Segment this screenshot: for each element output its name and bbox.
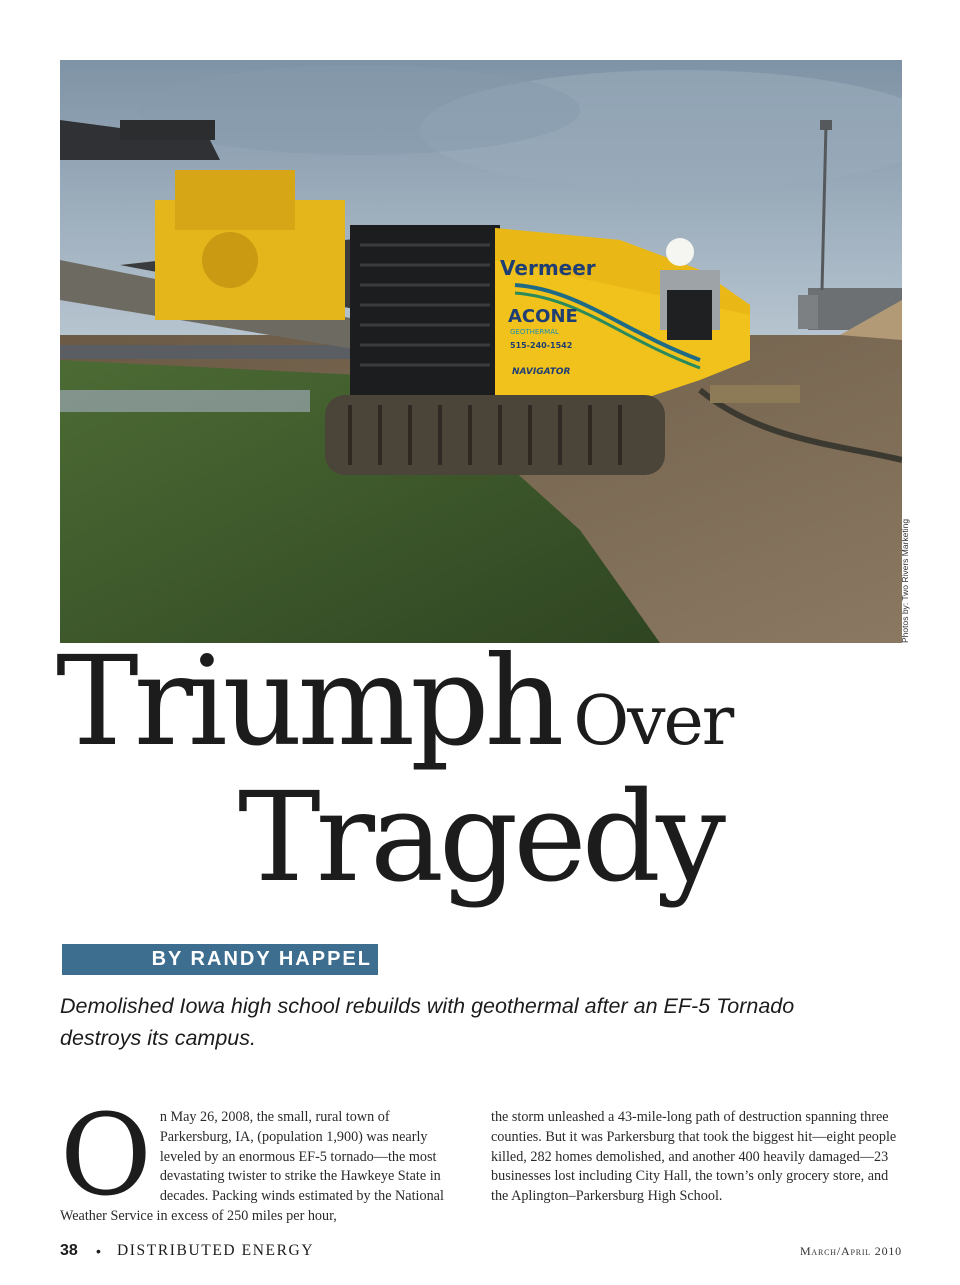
decal-geothermal: GEOTHERMAL: [510, 328, 559, 336]
hero-photo: [60, 60, 902, 643]
body-text-2: the storm unleashed a 43-mile-long path of destruction spanning three counties. But it was Parkersburg that took the biggest hit—eight people killed, 282 homes demolished, and another 400 heavily damaged—23 businesses lost including City Hall, the town’s only grocery store, and the Aplington–Parkersburg High School.: [491, 1109, 897, 1205]
vermeer-logo: Vermeer: [500, 256, 596, 280]
acone-logo: ACONE: [508, 306, 578, 327]
body-column-2: [491, 1108, 901, 1207]
drop-cap: O: [60, 1091, 152, 1221]
issue-date: March/April 2010: [799, 1244, 902, 1258]
headline-word-over: Over: [573, 682, 733, 761]
decal-phone: 515-240-1542: [510, 341, 573, 350]
photo-credit: Photos by: Two Rivers Marketing: [900, 518, 910, 643]
headline: [56, 630, 733, 774]
body-column-1: [60, 1091, 464, 1227]
decal-navigator: NAVIGATOR: [512, 367, 571, 377]
headline-word-tragedy: Tragedy: [238, 766, 722, 910]
footer-bullet: •: [96, 1243, 101, 1259]
article-dek: Demolished Iowa high school rebuilds with geothermal after an EF-5 Tornado destroys its campus.: [60, 994, 795, 1050]
headline-line-2: [238, 766, 722, 910]
byline: BY RANDY HAPPEL: [62, 944, 378, 975]
publication-name: DISTRIBUTED ENERGY: [117, 1242, 315, 1259]
body-text-1: n May 26, 2008, the small, rural town of Parkersburg, IA, (population 1,900) was nearly leveled by an enormous EF-5 tornado—the most devastating twister to strike the Hawkeye State in decades. Packing winds estimated by the National Weather Service in excess of 250 miles per hour,: [60, 1109, 444, 1224]
page-number: 38: [60, 1242, 78, 1259]
page-footer: [60, 1240, 902, 1264]
headline-word-triumph: Triumph: [56, 630, 560, 774]
drilling-rig-photo: [60, 60, 902, 643]
